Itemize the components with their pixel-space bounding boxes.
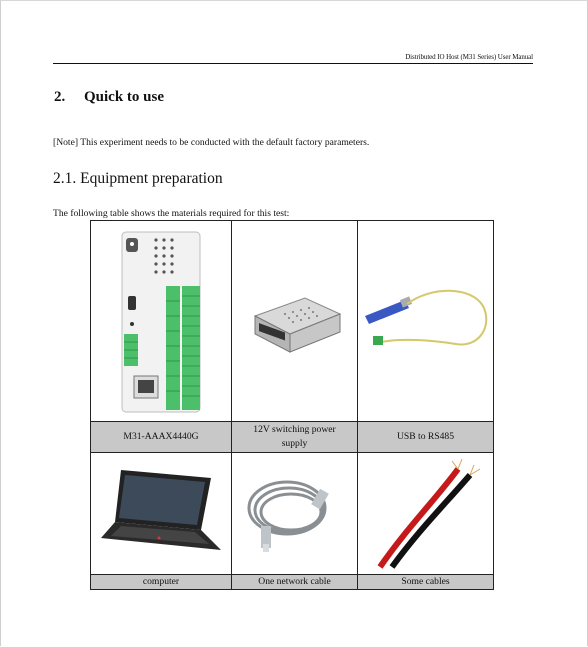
io-module-label-text: M31-AAAX4440G xyxy=(123,431,199,442)
intro-paragraph: The following table shows the materials required for this test: xyxy=(53,208,290,219)
io-module-image xyxy=(116,226,206,416)
cables-image xyxy=(366,459,486,569)
section-title: Quick to use xyxy=(84,89,165,105)
io-module-label xyxy=(91,422,232,453)
network-cable-cell xyxy=(232,453,358,575)
usb-rs485-cell xyxy=(358,221,494,422)
section-heading xyxy=(54,89,164,106)
cables-label: Some cables xyxy=(358,575,494,590)
laptop-label: computer xyxy=(91,575,232,590)
table-row xyxy=(91,221,494,422)
usb-rs485-label-text: USB to RS485 xyxy=(396,431,455,442)
cables-cell xyxy=(358,453,494,575)
power-supply-cell xyxy=(232,221,358,422)
table-row xyxy=(91,575,494,590)
power-supply-label-line1: 12V switching power xyxy=(253,424,336,435)
materials-table xyxy=(90,220,494,590)
table-row xyxy=(91,422,494,453)
section-number: 2. xyxy=(54,89,66,105)
usb-rs485-label xyxy=(358,422,494,453)
power-supply-label xyxy=(232,422,358,453)
power-supply-image xyxy=(245,286,345,356)
network-cable-label: One network cable xyxy=(232,575,358,590)
note-paragraph: [Note] This experiment needs to be conducted with the default factory parameters. xyxy=(53,137,370,148)
running-header: Distributed IO Host (M31 Series) User Manual xyxy=(405,53,533,61)
laptop-image xyxy=(97,466,225,562)
io-module-cell xyxy=(91,221,232,422)
header-rule xyxy=(53,63,533,64)
usb-rs485-adapter-image xyxy=(361,286,491,356)
network-cable-image xyxy=(245,466,345,562)
power-supply-label-line2: supply xyxy=(281,438,308,449)
laptop-cell xyxy=(91,453,232,575)
subsection-heading: 2.1. Equipment preparation xyxy=(53,170,223,187)
table-row xyxy=(91,453,494,575)
